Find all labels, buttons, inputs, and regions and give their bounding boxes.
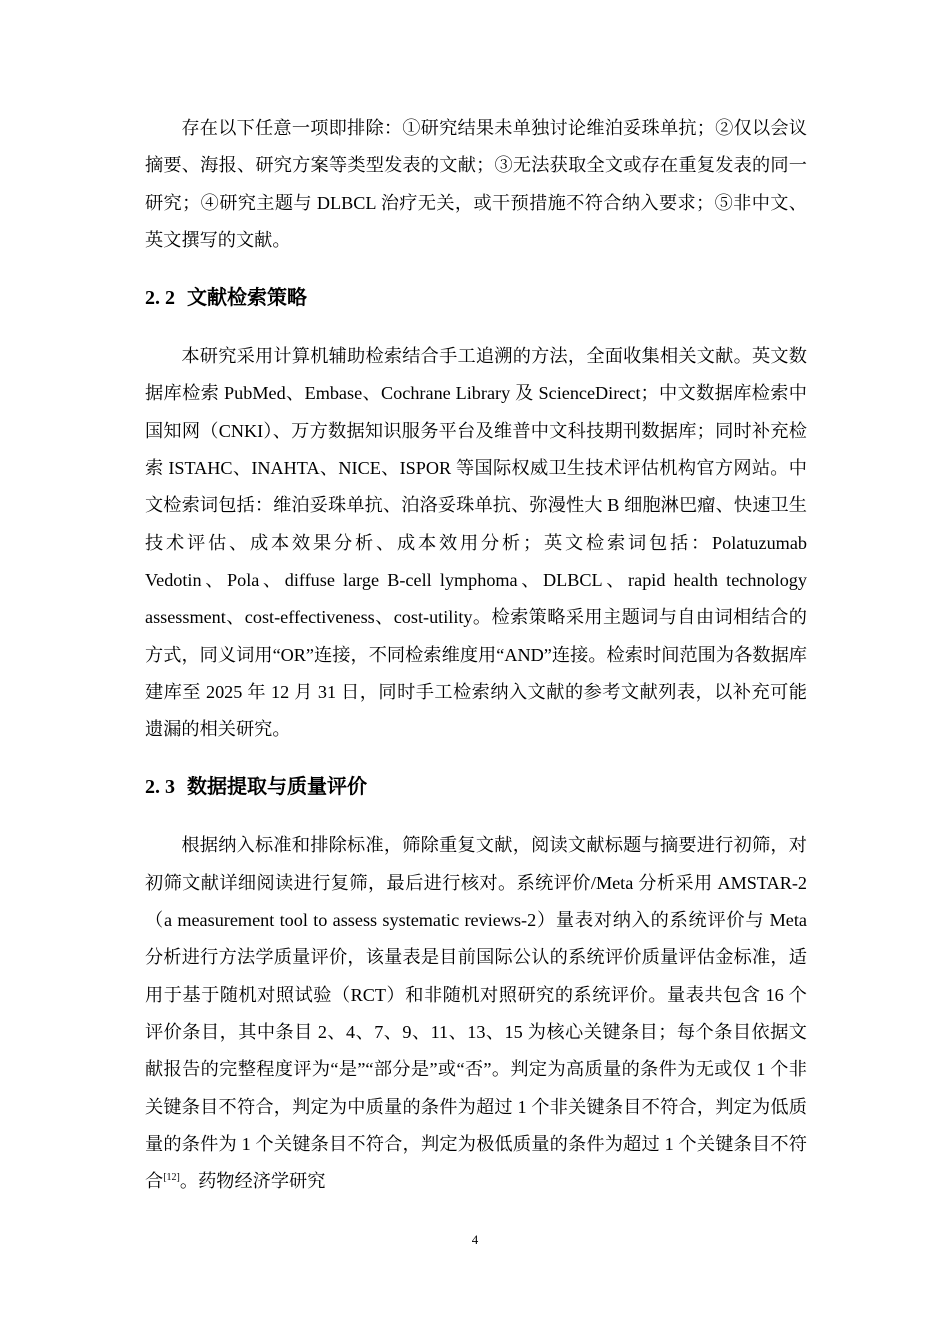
section-title: 文献检索策略 — [187, 285, 307, 310]
section-heading-2-2 — [145, 283, 807, 312]
section-title: 数据提取与质量评价 — [187, 774, 367, 799]
quality-text: 根据纳入标准和排除标准，筛除重复文献，阅读文献标题与摘要进行初筛，对初筛文献详细阅读进行复筛，最后进行核对。系统评价/Meta 分析采用 AMSTAR-2（a measurement tool to assess systematic reviews-2）量表对纳入的系统评价与 Meta 分析进行方法学质量评价，该量表是目前国际公认的系统评价质量评估金标准，适用于基于随机对照试验（RCT）和非随机对照研究的系统评价。量表共包含 16 个评价条目，其中条目 2、4、7、9、11、13、15 为核心关键条目；每个条目依据文献报告的完整程度评为“是”“部分是”或“否”。判定为高质量的条件为无或仅 1 个非关键条目不符合，判定为中质量的条件为超过 1 个非关键条目不符合，判定为低质量的条件为 1 个关键条目不符合，判定为极低质量的条件为超过 1 个关键条目不符合 — [145, 835, 807, 1192]
exclusion-criteria-paragraph: 存在以下任意一项即排除：①研究结果未单独讨论维泊妥珠单抗；②仅以会议摘要、海报、研究方案等类型发表的文献；③无法获取全文或存在重复发表的同一研究；④研究主题与 DLBCL 治疗无关，或干预措施不符合纳入要求；⑤非中文、英文撰写的文献。 — [145, 118, 807, 250]
quality-text-tail: 。药物经济学研究 — [179, 1171, 326, 1192]
quality-assessment-paragraph — [145, 827, 807, 1200]
section-number: 2. 2 — [145, 287, 175, 310]
citation-reference: [12] — [163, 1172, 180, 1184]
page-number: 4 — [471, 1232, 479, 1247]
document-page — [145, 110, 807, 1200]
search-strategy-paragraph: 本研究采用计算机辅助检索结合手工追溯的方法，全面收集相关文献。英文数据库检索 PubMed、Embase、Cochrane Library 及 ScienceDirect；中文数据库检索中国知网（CNKI）、万方数据知识服务平台及维普中文科技期刊数据库；同时补充检索 ISTAHC、INAHTA、NICE、ISPOR 等国际权威卫生技术评估机构官方网站。中文检索词包括：维泊妥珠单抗、泊洛妥珠单抗、弥漫性大 B 细胞淋巴瘤、快速卫生技术评估、成本效果分析、成本效用分析；英文检索词包括：Polatuzumab Vedotin、Pola、diffuse large B-cell lymphoma、DLBCL、rapid health technology assessment、cost-effectiveness、cost-utility。检索策略采用主题词与自由词相结合的方式，同义词用“OR”连接，不同检索维度用“AND”连接。检索时间范围为各数据库建库至 2025 年 12 月 31 日，同时手工检索纳入文献的参考文献列表，以补充可能遗漏的相关研究。 — [145, 346, 807, 740]
section-heading-2-3 — [145, 772, 807, 801]
section-number: 2. 3 — [145, 776, 175, 799]
